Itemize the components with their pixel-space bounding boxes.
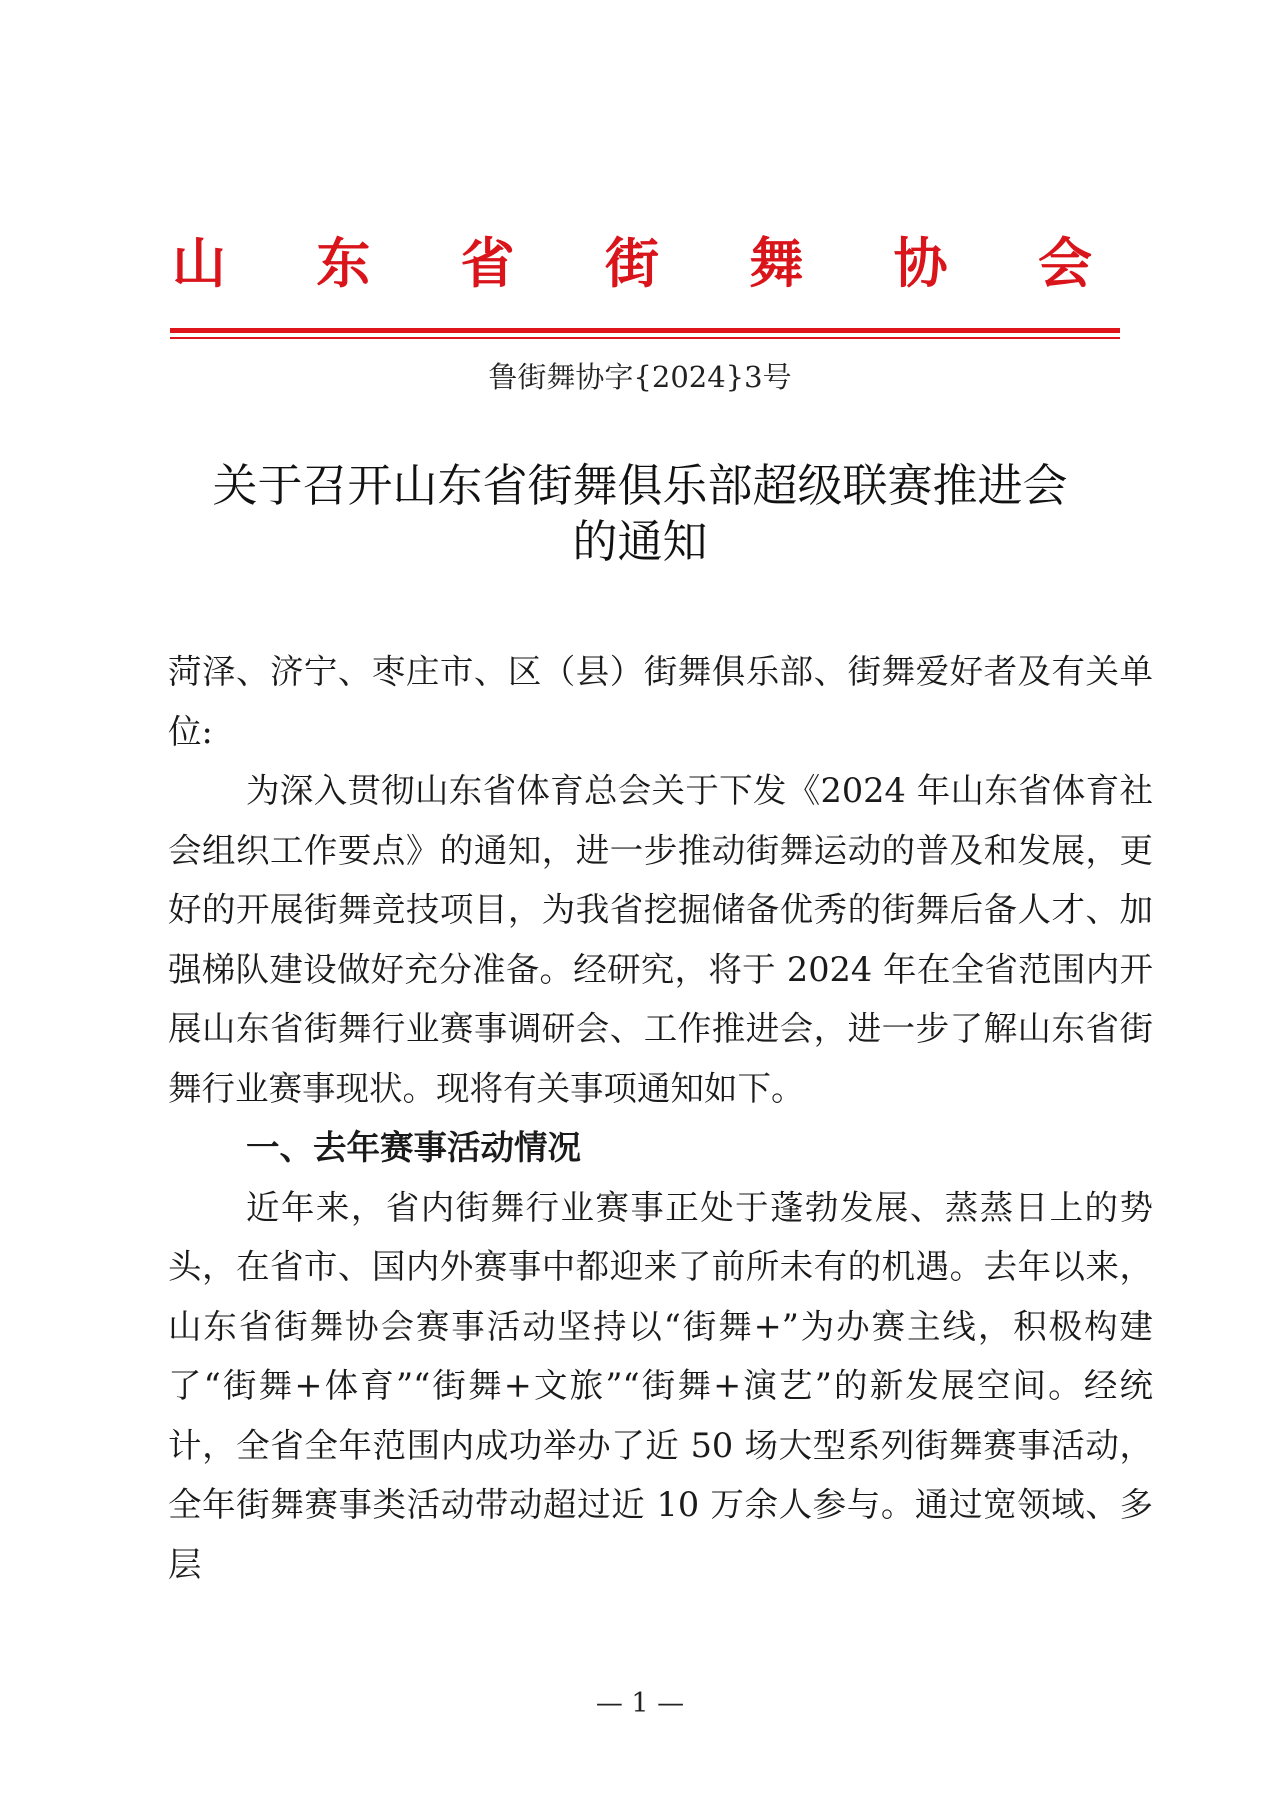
section-heading: 一、去年赛事活动情况 [246,1128,581,1167]
title-line-2: 的通知 [572,515,708,568]
org-char: 东 [316,231,371,295]
body-paragraph: 近年来，省内街舞行业赛事正处于蓬勃发展、蒸蒸日上的势头，在省市、国内外赛事中都迎来了前所未有的机遇。去年以来，山东省街舞协会赛事活动坚持以“街舞+”为办赛主线，积极构建了“街舞+体育”“街舞+文旅”“街舞+演艺”的新发展空间。经统计，全省全年范围内成功举办了近 50 场大型系列街舞赛事活动，全年街舞赛事类活动带动超过近 10 万余人参与。通过宽领域、多层 [168,1187,1153,1584]
org-char: 会 [1037,231,1092,295]
org-char: 省 [460,231,515,295]
document-number: 鲁街舞协字{2024}3号 [488,360,792,394]
body-paragraph: 为深入贯彻山东省体育总会关于下发《2024 年山东省体育社会组织工作要点》的通知，进一步推动街舞运动的普及和发展，更好的开展街舞竞技项目，为我省挖掘储备优秀的街舞后备人才、加强梯队建设做好充分准备。经研究，将于 2024 年在全省范围内开展山东省街舞行业赛事调研会、工作推进会，进一步了解山东省街舞行业赛事现状。现将有关事项通知如下。 [168,771,1153,1108]
org-char: 街 [604,231,659,295]
document-title [150,458,1130,570]
org-char: 山 [172,231,226,295]
red-header-rule-thick [170,328,1120,333]
title-line-1: 关于召开山东省街舞俱乐部超级联赛推进会 [212,459,1068,512]
org-char: 协 [893,231,948,295]
issuing-organization-name [172,231,1092,295]
page-number: — 1 — [595,1688,685,1719]
document-body [168,642,1153,1594]
red-header-rule-thin [170,337,1120,339]
recipients-line: 菏泽、济宁、枣庄市、区（县）街舞俱乐部、街舞爱好者及有关单位: [168,652,1153,751]
org-char: 舞 [749,231,804,295]
